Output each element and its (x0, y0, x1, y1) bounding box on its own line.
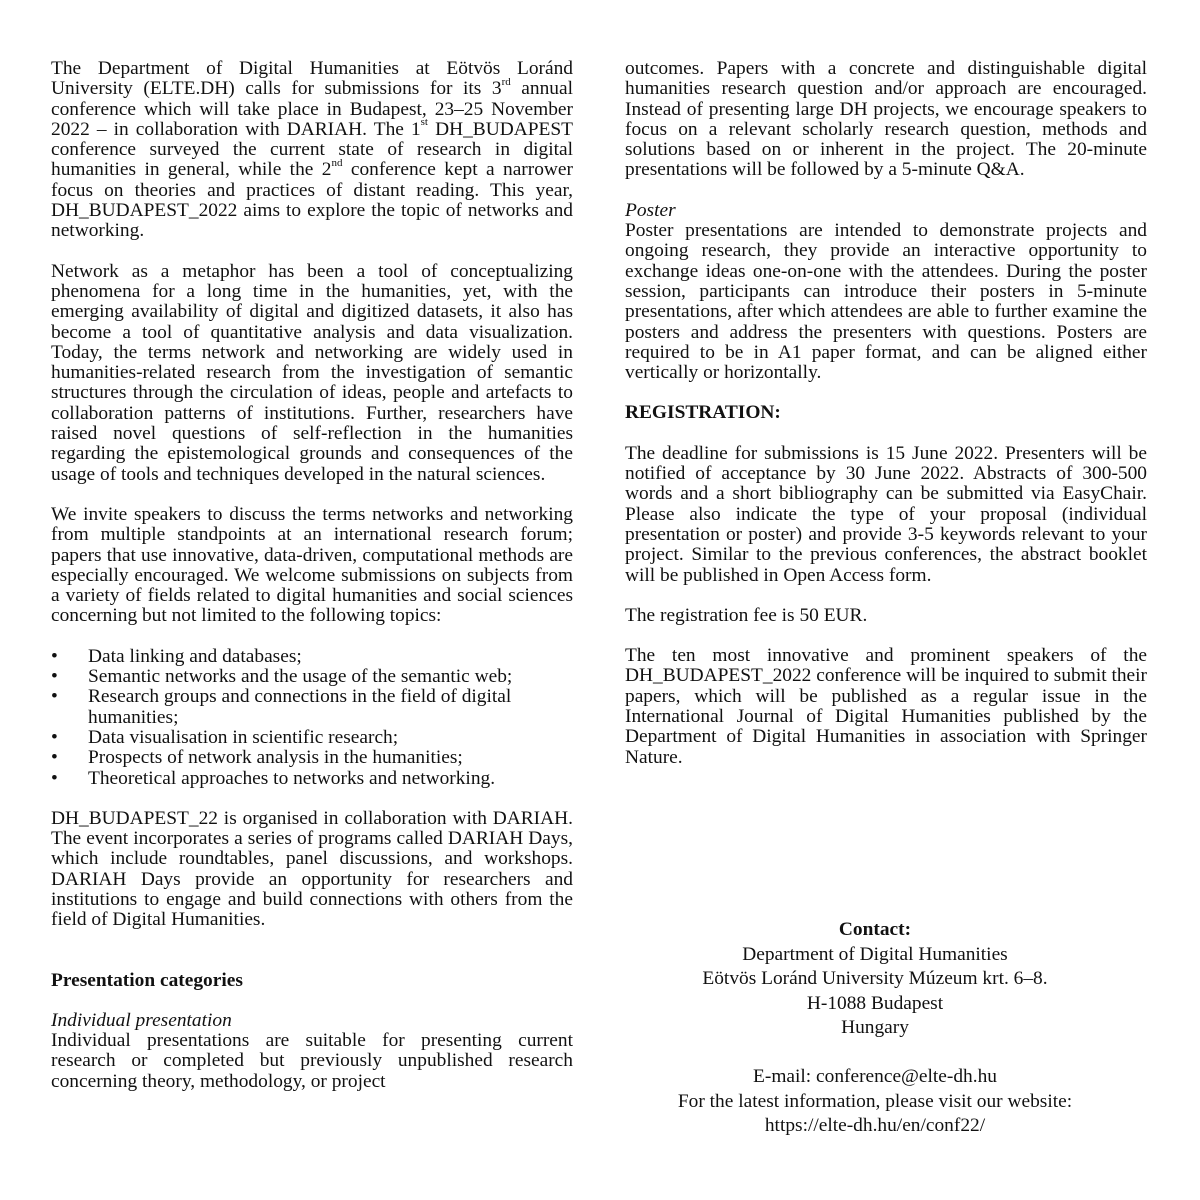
individual-presentation-continued: outcomes. Papers with a concrete and distinguishable digital humanities research question and/or approach are encouraged. Instead of presenting large DH projects, we encourage speakers to focus on a relevant scholarly research question, methods and solutions based on or inherent in the project. The 20-minute presentations will be followed by a 5-minute Q&A. (625, 58, 1147, 181)
contact-country: Hungary (841, 1017, 909, 1038)
list-item: • Data linking and databases; (51, 647, 573, 667)
contact-spacer (625, 1041, 1125, 1066)
poster-text: Poster presentations are intended to demonstrate projects and ongoing research, they provide an interactive opportunity to exchange ideas one-on-one with the attendees. During the poster session, participants can introduce their posters in 5-minute presentations, after which attendees are able to further examine the posters and address the presenters with questions. Posters are required to be in A1 paper format, and can be aligned either vertically or horizontally. (625, 220, 1147, 384)
individual-presentation-text: Individual presentations are suitable for presenting current research or completed but previously unpublished research concerning theory, methodology, or project (51, 1030, 573, 1092)
contact-block (625, 918, 1125, 1139)
contact-heading: Contact: (838, 919, 912, 940)
contact-address: Eötvös Loránd University Múzeum krt. 6–8. (702, 968, 1048, 989)
registration-fee-text: The registration fee is 50 EUR. (625, 604, 868, 626)
poster-heading: Poster (625, 199, 676, 221)
registration-text: The deadline for submissions is 15 June 2022. Presenters will be notified of acceptance by 30 June 2022. Abstracts of 300-500 words and a short bibliography can be submitted via EasyChair. Please also indicate the type of your proposal (individual presentation or poster) and provide 3-5 keywords relevant to your project. Similar to the previous conferences, the abstract booklet will be published in Open Access form. (625, 442, 1147, 586)
dariah-paragraph: DH_BUDAPEST_22 is organised in collaboration with DARIAH. The event incorporates a series of programs called DARIAH Days, which include roundtables, panel discussions, and workshops. DARIAH Days provide an opportunity for researchers and institutions to engage and build connections with others from the field of Digital Humanities. (51, 807, 573, 931)
contact-email: E-mail: conference@elte-dh.hu (753, 1066, 997, 1087)
list-item: • Research groups and connections in the field of digital humanities; (51, 687, 573, 728)
intro-paragraph: The Department of Digital Humanities at Eötvös Loránd University (ELTE.DH) calls for submissions for its 3rd annual conference which will take place in Budapest, 23–25 November 2022 – in collaboration with DARIAH. The 1st DH_BUDAPEST conference surveyed the current state of research in digital humanities in general, while the 2nd conference kept a narrower focus on theories and practices of distant reading. This year, DH_BUDAPEST_2022 aims to explore the topic of networks and networking. (51, 58, 573, 242)
individual-presentation-heading: Individual presentation (51, 1009, 232, 1031)
contact-department: Department of Digital Humanities (742, 943, 1008, 965)
list-item: • Data visualisation in scientific research; (51, 728, 573, 748)
contact-info: For the latest information, please visit our website: (677, 1090, 1073, 1112)
invitation-paragraph: We invite speakers to discuss the terms networks and networking from multiple standpoints at an international research forum; papers that use innovative, data-driven, computational methods are especially encouraged. We welcome submissions on subjects from a variety of fields related to digital humanities and social sciences concerning but not limited to the following topics: (51, 503, 573, 627)
list-item: • Prospects of network analysis in the humanities; (51, 748, 573, 768)
contact-website: https://elte-dh.hu/en/conf22/ (764, 1115, 986, 1136)
journal-publication-text: The ten most innovative and prominent speakers of the DH_BUDAPEST_2022 conference will be inquired to submit their papers, which will be published as a regular issue in the International Journal of Digital Humanities published by the Department of Digital Humanities in association with Springer Nature. (625, 645, 1147, 768)
list-item: • Theoretical approaches to networks and networking. (51, 769, 573, 789)
contact-city: H-1088 Budapest (806, 992, 944, 1014)
presentation-categories-heading: Presentation categories (51, 969, 243, 991)
list-item: • Semantic networks and the usage of the semantic web; (51, 667, 573, 687)
left-column (51, 59, 573, 1092)
right-column (625, 59, 1147, 768)
network-metaphor-paragraph: Network as a metaphor has been a tool of conceptualizing phenomena for a long time in the humanities, yet, with the emerging availability of digital and digitized datasets, it also has become a tool of quantitative analysis and data visualization. Today, the terms network and networking are widely used in humanities-related research from the investigation of semantic structures through the circulation of ideas, people and artefacts to collaboration patterns of institutions. Further, researchers have raised novel questions of self-reflection in the humanities regarding the epistemological grounds and consequences of the usage of tools and techniques developed in the natural sciences. (51, 260, 573, 485)
registration-heading: REGISTRATION: (625, 402, 781, 424)
topics-list (51, 647, 573, 789)
